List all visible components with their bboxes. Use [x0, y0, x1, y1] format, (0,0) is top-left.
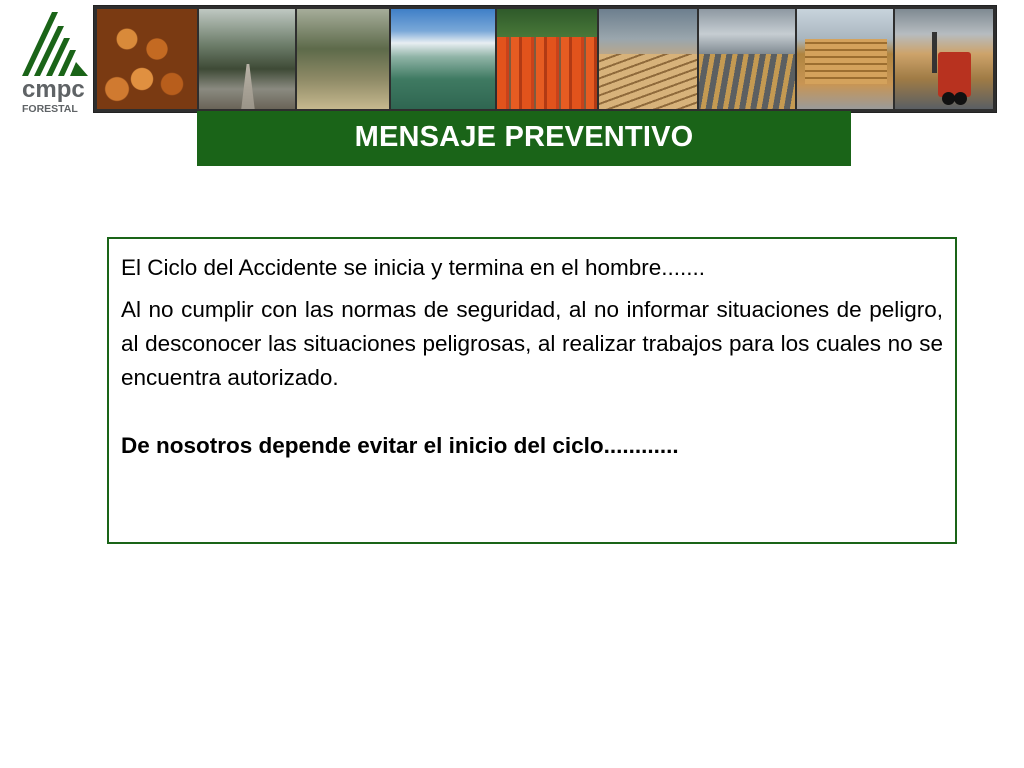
header-photo-banner [93, 5, 997, 113]
conveyor-rails [699, 54, 795, 109]
forest-road-photo [199, 9, 295, 109]
message-intro: El Ciclo del Accidente se inicia y termina en el hombre....... [121, 255, 706, 280]
sawmill-line-photo [699, 9, 795, 109]
forest-triangle-logo-icon [18, 10, 92, 80]
forklift-lumber-photo [895, 9, 993, 109]
lumber-stack [805, 39, 887, 84]
page-title: MENSAJE PREVENTIVO [354, 121, 694, 153]
workers-group [497, 37, 597, 109]
forest-deer-photo [297, 9, 389, 109]
log-yard-photo [599, 9, 697, 109]
logo-subtitle-text: FORESTAL [22, 103, 78, 115]
forklift-wheel [942, 92, 955, 105]
workers-orange-suits-photo [497, 9, 597, 109]
message-box [107, 237, 957, 544]
title-bar [197, 111, 851, 166]
aerial-forest-photo [391, 9, 495, 109]
message-conclusion: De nosotros depende evitar el inicio del ciclo............ [121, 433, 679, 458]
cmpc-forestal-logo [18, 10, 92, 116]
lumber-stacks-photo [797, 9, 893, 109]
pine-cone-photo [97, 9, 197, 109]
message-paragraph: Al no cumplir con las normas de seguridad, al no informar situaciones de peligro, al desconocer las situaciones peligrosas, al realizar trabajos para los cuales no se encuentra autorizado. [121, 297, 943, 390]
logo-brand-text: cmpc [22, 76, 85, 103]
log-pile [599, 54, 697, 109]
forklift [938, 52, 971, 97]
forklift-wheel [954, 92, 967, 105]
